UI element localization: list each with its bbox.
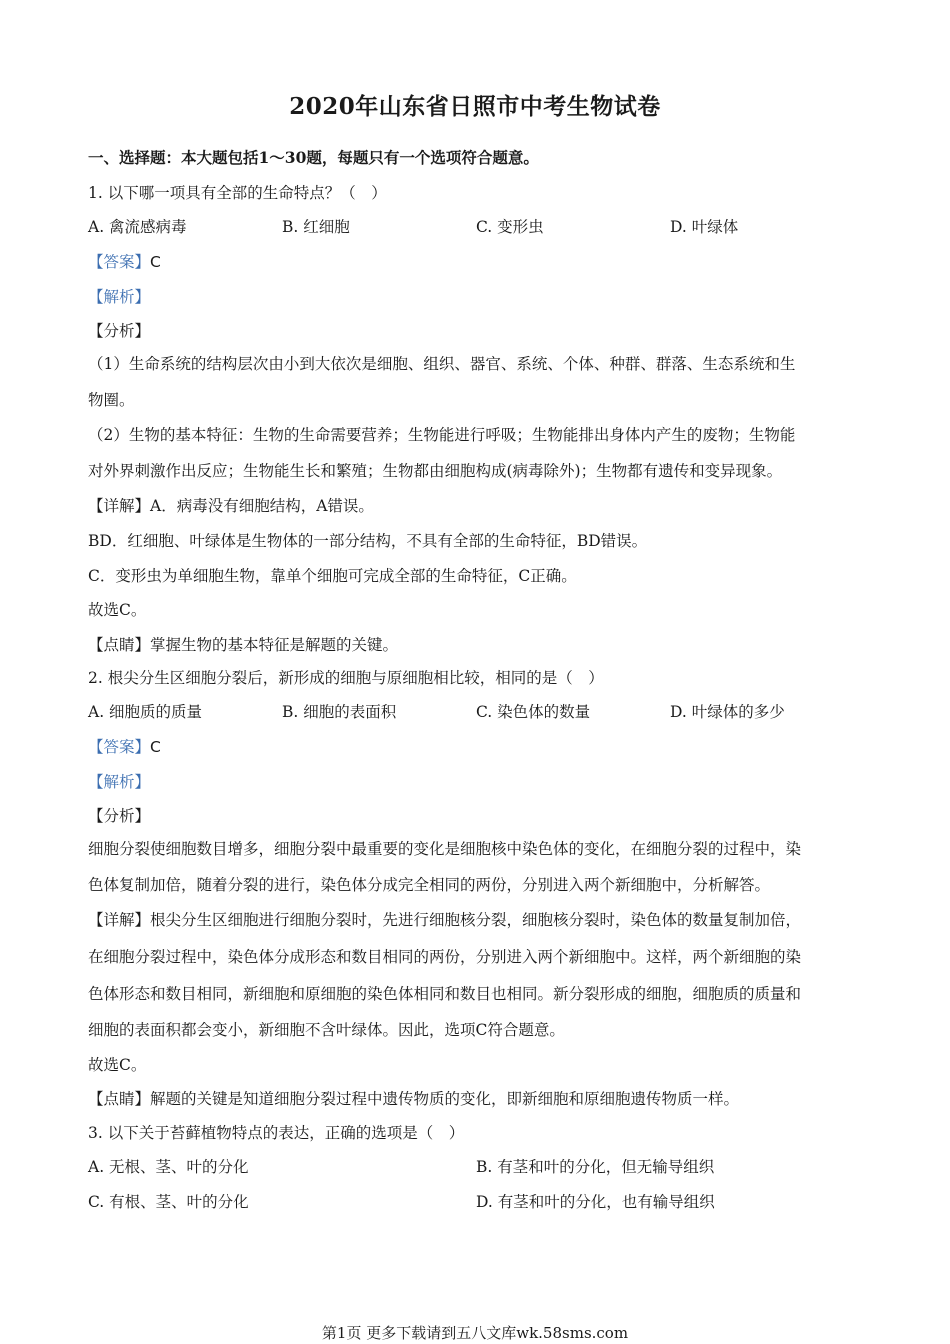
q2-answer: [88, 735, 161, 757]
answer-value: C: [150, 738, 161, 756]
q2-choice: 故选C。: [88, 1056, 147, 1074]
q1-option-c: C. 变形虫: [476, 218, 544, 236]
q1-analysis-2b: 对外界刺激作出反应；生物能生长和繁殖；生物都由细胞构成(病毒除外)；生物都有遗传和变异现象。: [88, 462, 783, 480]
q3-option-a: A. 无根、茎、叶的分化: [88, 1158, 249, 1176]
q2-fenxi-label: 【分析】: [88, 807, 151, 825]
q1-analysis-1b: 物圈。: [88, 391, 135, 409]
q2-comment: 【点睛】解题的关键是知道细胞分裂过程中遗传物质的变化，即新细胞和原细胞遗传物质一样。: [88, 1090, 740, 1108]
answer-value: C: [150, 253, 161, 271]
question-1-stem: 1. 以下哪一项具有全部的生命特点？（ ）: [88, 184, 387, 202]
q1-comment: 【点睛】掌握生物的基本特征是解题的关键。: [88, 636, 399, 654]
question-2-stem: 2. 根尖分生区细胞分裂后，新形成的细胞与原细胞相比较，相同的是（ ）: [88, 669, 604, 687]
q1-analysis-1a: （1）生命系统的结构层次由小到大依次是细胞、组织、器官、系统、个体、种群、群落、生态系统和生: [88, 355, 796, 373]
q2-analysis-a: 细胞分裂使细胞数目增多，细胞分裂中最重要的变化是细胞核中染色体的变化，在细胞分裂的过程中，染: [88, 840, 802, 858]
q1-jiexi-label: 【解析】: [88, 288, 151, 306]
q1-analysis-2a: （2）生物的基本特征：生物的生命需要营养；生物能进行呼吸；生物能排出身体内产生的废物；生物能: [88, 426, 796, 444]
page-title: 2020年山东省日照市中考生物试卷: [289, 93, 661, 120]
answer-label: 【答案】: [88, 253, 151, 271]
q3-option-b: B. 有茎和叶的分化，但无输导组织: [476, 1158, 715, 1176]
q1-detail-2: BD．红细胞、叶绿体是生物体的一部分结构，不具有全部的生命特征，BD错误。: [88, 532, 648, 550]
q2-option-b: B. 细胞的表面积: [282, 703, 397, 721]
answer-label: 【答案】: [88, 738, 151, 756]
q1-option-b: B. 红细胞: [282, 218, 350, 236]
q1-option-a: A. 禽流感病毒: [88, 218, 187, 236]
q1-choice: 故选C。: [88, 601, 147, 619]
section-heading: 一、选择题：本大题包括1～30题，每题只有一个选项符合题意。: [88, 148, 539, 167]
q2-option-a: A. 细胞质的质量: [88, 703, 203, 721]
q2-detail-c: 色体形态和数目相同，新细胞和原细胞的染色体相同和数目也相同。新分裂形成的细胞，细胞质的质量和: [88, 985, 802, 1003]
q1-detail-1: 【详解】A．病毒没有细胞结构，A错误。: [88, 497, 374, 515]
page-footer: 第1页 更多下载请到五八文库wk.58sms.com: [321, 1324, 629, 1342]
q1-option-d: D. 叶绿体: [670, 218, 739, 236]
q2-detail-b: 在细胞分裂过程中，染色体分成形态和数目相同的两份，分别进入两个新细胞中。这样，两个新细胞的染: [88, 948, 802, 966]
q2-option-c: C. 染色体的数量: [476, 703, 591, 721]
q1-answer: [88, 250, 161, 272]
q1-fenxi-label: 【分析】: [88, 322, 151, 340]
q2-option-d: D. 叶绿体的多少: [670, 703, 785, 721]
q1-detail-3: C．变形虫为单细胞生物，靠单个细胞可完成全部的生命特征，C正确。: [88, 567, 577, 585]
q3-option-d: D. 有茎和叶的分化，也有输导组织: [476, 1193, 715, 1211]
q2-detail-d: 细胞的表面积都会变小，新细胞不含叶绿体。因此，选项C符合题意。: [88, 1021, 565, 1039]
q2-detail-a: 【详解】根尖分生区细胞进行细胞分裂时，先进行细胞核分裂，细胞核分裂时，染色体的数量复制加倍，: [88, 911, 802, 929]
question-3-stem: 3. 以下关于苔藓植物特点的表达，正确的选项是（ ）: [88, 1124, 465, 1142]
q2-jiexi-label: 【解析】: [88, 773, 151, 791]
q3-option-c: C. 有根、茎、叶的分化: [88, 1193, 249, 1211]
q2-analysis-b: 色体复制加倍，随着分裂的进行，染色体分成完全相同的两份，分别进入两个新细胞中，分析解答。: [88, 876, 771, 894]
